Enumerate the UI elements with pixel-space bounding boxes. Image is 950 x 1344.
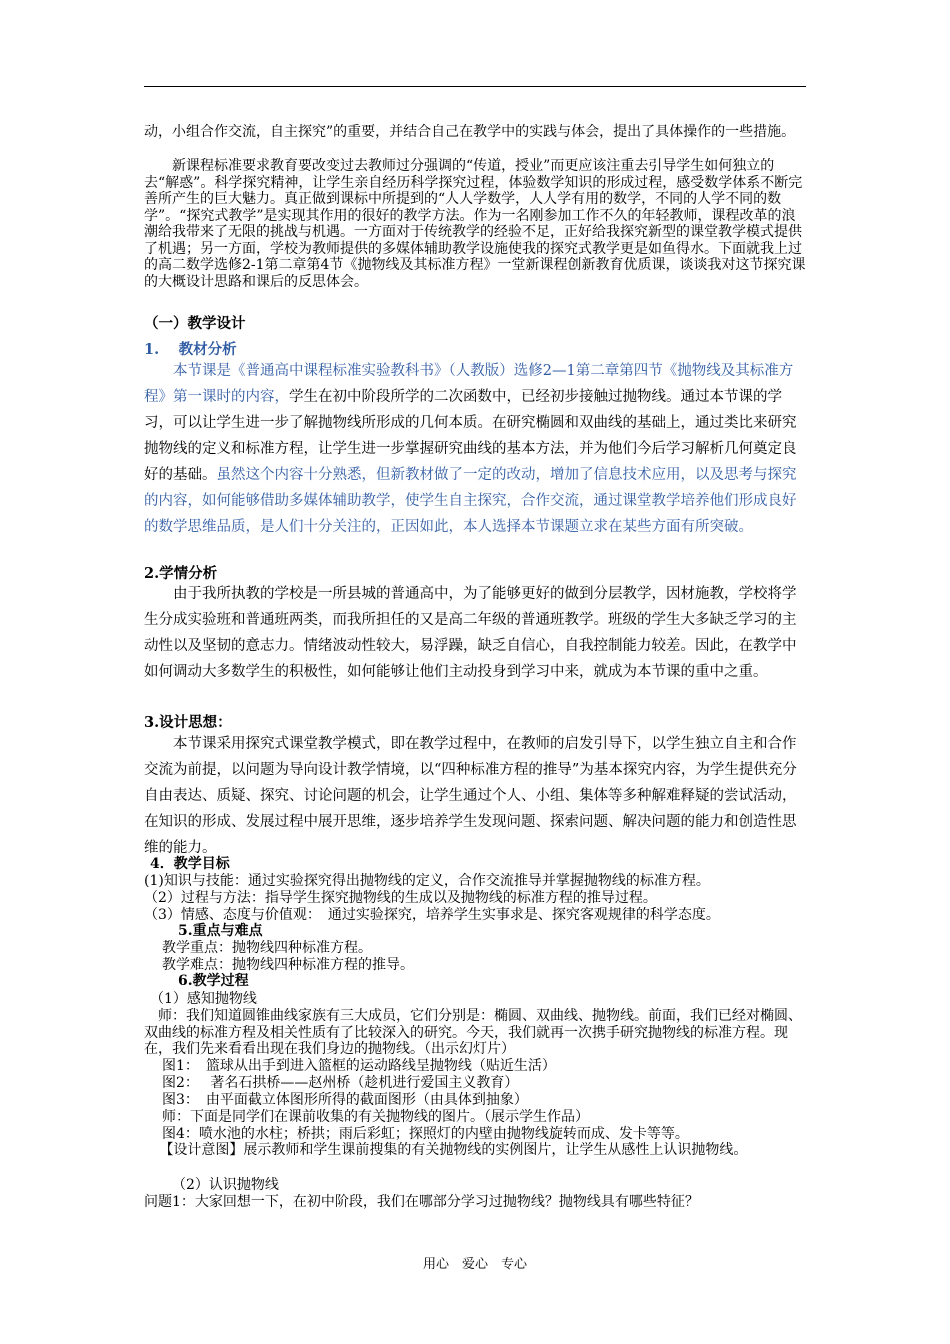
- textbook-analysis-paragraph: [144, 358, 806, 540]
- textbook-analysis-part-b: 学生在初中阶段所学的二次函数中，已经初步接触过抛物线。通过本节课的学习，可以让学生进一步了解抛物线所形成的几何本质。在研究椭圆和双曲线的基础上，通过类比来研究抛物线的定义和标准方程，让学生进一步掌握研究曲线的基本方法，并为他们今后学习解析几何奠定良好的基础。: [144, 389, 797, 483]
- textbook-analysis-part-c: 虽然这个内容十分熟悉，但新教材做了一定的改动，增加了信息技术应用，以及思考与探究的内容，如何能够借助多媒体辅助教学，使学生自主探究，合作交流，通过课堂教学培养他们形成良好的数学思维品质，是人们十分关注的，正因如此，本人选择本节课题立求在某些方面有所突破。: [144, 467, 797, 535]
- question-1: 问题1：大家回想一下，在初中阶段，我们在哪部分学习过抛物线？抛物线具有哪些特征？: [144, 1194, 699, 1210]
- heading-teaching-goals: 4．教学目标: [150, 856, 230, 872]
- figure-4-desc: 图4：喷水池的水柱；桥拱；雨后彩虹；探照灯的内壁由抛物线旋转而成、发卡等等。: [162, 1126, 689, 1142]
- heading-learner-analysis: 2.学情分析: [144, 565, 218, 582]
- header-rule: [144, 86, 806, 87]
- design-intent-paragraph: 【设计意图】展示教师和学生课前搜集的有关抛物线的实例图片，让学生从感性上认识抛物线。: [159, 1142, 748, 1158]
- figure-3-desc: 图3： 由平面截立体图形所得的截面图形（由具体到抽象）: [162, 1092, 528, 1108]
- step-know-parabola: （2）认识抛物线: [172, 1177, 279, 1193]
- figure-1-desc: 图1： 篮球从出手到进入篮框的运动路线呈抛物线（贴近生活）: [162, 1058, 556, 1074]
- textbook-analysis-part-a: 本节课是《普通高中课程标准实验教科书》（人教版）选修2—1第二章第四节《抛物线及其标准方程》第一课时的内容，: [144, 363, 794, 405]
- learner-analysis-paragraph: 由于我所执教的学校是一所县城的普通高中，为了能够更好的做到分层教学，因材施教，学校将学生分成实验班和普通班两类，而我所担任的又是高二年级的普通班教学。班级的学生大多缺乏学习的主动性以及坚韧的意志力。情绪波动性较大，易浮躁，缺乏自信心，自我控制能力较差。因此，在教学中如何调动大多数学生的积极性，如何能够让他们主动投身到学习中来，就成为本节课的重中之重。: [144, 586, 797, 680]
- teacher-student-works: 师：下面是同学们在课前收集的有关抛物线的图片。（展示学生作品）: [162, 1109, 589, 1125]
- difficult-point: 教学难点：抛物线四种标准方程的推导。: [162, 957, 414, 973]
- figure-2-desc: 图2： 著名石拱桥——赵州桥（趁机进行爱国主义教育）: [162, 1075, 519, 1091]
- goal-process: （2）过程与方法：指导学生探究抛物线的生成以及抛物线的标准方程的推导过程。: [144, 890, 657, 906]
- goal-attitude: （3）情感、态度与价值观： 通过实验探究，培养学生实事求是、探究客观规律的科学态度。: [144, 907, 720, 923]
- heading-key-points: 5.重点与难点: [178, 923, 263, 939]
- design-idea-paragraph: 本节课采用探究式课堂教学模式，即在教学过程中，在教师的启发引导下，以学生独立自主和合作交流为前提，以问题为导向设计教学情境，以“四种标准方程的推导”为基本探究内容，为学生提供充分自由表达、质疑、探究、讨论问题的机会，让学生通过个人、小组、集体等多种解难释疑的尝试活动，在知识的形成、发展过程中展开思维，逐步培养学生发现问题、探索问题、解决问题的能力和创造性思维的能力。: [144, 736, 797, 856]
- teacher-intro-paragraph: 师：我们知道圆锥曲线家族有三大成员，它们分别是：椭圆、双曲线、抛物线。前面，我们已经对椭圆、双曲线的标准方程及相关性质有了比较深入的研究。今天，我们就再一次携手研究抛物线的标准方程。现在，我们先来看看出现在我们身边的抛物线。（出示幻灯片）: [144, 1008, 802, 1057]
- heading-teaching-process: 6.教学过程: [178, 973, 249, 989]
- heading-textbook-analysis: 1. 教材分析: [144, 341, 237, 358]
- key-point: 教学重点：抛物线四种标准方程。: [162, 940, 372, 956]
- page-footer: 用心 爱心 专心: [422, 1257, 527, 1272]
- section-heading-design: （一）教学设计: [144, 315, 246, 332]
- step-perceive-parabola: （1）感知抛物线: [150, 991, 257, 1007]
- heading-design-idea: 3.设计思想：: [144, 714, 232, 731]
- intro-paragraph: 新课程标准要求教育要改变过去教师过分强调的“传道，授业”而更应该注重去引导学生如何独立的去“解惑”。科学探究精神，让学生亲自经历科学探究过程，体验数学知识的形成过程，感受数学体系不断完善所产生的巨大魅力。真正做到课标中所提到的“人人学数学，人人学有用的数学，不同的人学不同的数学”。“探究式教学”是实现其作用的很好的教学方法。作为一名刚参加工作不久的年轻教师，课程改革的浪潮给我带来了无限的挑战与机遇。一方面对于传统教学的经验不足，正好给我探究新型的课堂教学模式提供了机遇；另一方面，学校为教师提供的多媒体辅助教学设施使我的探究式教学更是如鱼得水。下面就我上过的高二数学选修2-1第二章第4节《抛物线及其标准方程》一堂新课程创新教育优质课，谈谈我对这节探究课的大概设计思路和课后的反思体会。: [144, 158, 806, 290]
- goal-knowledge: (1)知识与技能：通过实验探究得出抛物线的定义，合作交流推导并掌握抛物线的标准方程。: [144, 873, 710, 889]
- intro-paragraph-tail: 动，小组合作交流，自主探究”的重要，并结合自己在教学中的实践与体会，提出了具体操作的一些措施。: [144, 124, 796, 140]
